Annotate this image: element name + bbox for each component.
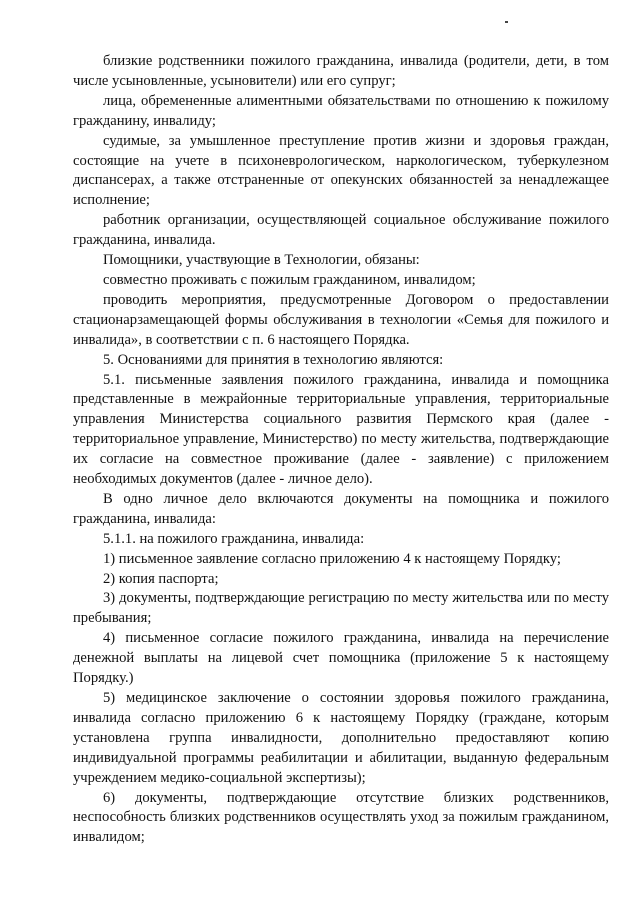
- paragraph-activities: проводить мероприятия, предусмотренные Договором о предоставлении стационарзамещающей формы обслуживания в технологии «Семья для пожилого и инвалида», в соответствии с п. 6 настоящего Порядка.: [73, 291, 609, 348]
- scan-speck: [505, 21, 508, 23]
- paragraph-personal-file: В одно личное дело включаются документы на помощника и пожилого гражданина, инвалида:: [73, 490, 609, 527]
- document-page: [73, 52, 609, 848]
- paragraph-social-worker: работник организации, осуществляющей социальное обслуживание пожилого гражданина, инвалида.: [73, 212, 609, 249]
- list-item-1: 1) письменное заявление согласно приложению 4 к настоящему Порядку;: [103, 550, 561, 567]
- list-item-2: 2) копия паспорта;: [103, 570, 219, 587]
- paragraph-alimony: лица, обремененные алиментными обязательствами по отношению к пожилому гражданину, инвалиду;: [73, 92, 609, 129]
- paragraph-section-5: 5. Основаниями для принятия в технологию являются:: [103, 351, 444, 368]
- paragraph-close-relatives: близкие родственники пожилого гражданина, инвалида (родители, дети, в том числе усыновленные, усыновители) или его супруг;: [73, 53, 609, 89]
- paragraph-helpers-obliged: Помощники, участвующие в Технологии, обязаны:: [103, 252, 420, 269]
- list-item-5: 5) медицинское заключение о состоянии здоровья пожилого гражданина, инвалида согласно приложению 6 к настоящему Порядку (граждане, которым установлена группа инвалидности, дополнительно предоставляют копию индивидуальной программы реабилитации и абилитации, выданную федеральным учреждением медико-социальной экспертизы);: [73, 690, 609, 786]
- list-item-3: 3) документы, подтверждающие регистрацию по месту жительства или по месту пребывания;: [73, 590, 609, 627]
- paragraph-5-1-1: 5.1.1. на пожилого гражданина, инвалида:: [103, 530, 365, 547]
- paragraph-live-together: совместно проживать с пожилым гражданином, инвалидом;: [103, 271, 476, 288]
- paragraph-convicted: судимые, за умышленное преступление против жизни и здоровья граждан, состоящие на учете в психоневрологическом, наркологическом, туберкулезном диспансерах, а также отстраненные от опекунских обязанностей за ненадлежащее исполнение;: [73, 132, 609, 209]
- paragraph-5-1: 5.1. письменные заявления пожилого гражданина, инвалида и помощника представленные в межрайонные территориальные управления, территориальные управления Министерства социального развития Пермского края (далее - территориальное управление, Министерство) по месту жительства, подтверждающие их согласие на совместное проживание (далее - заявление) с приложением необходимых документов (далее - личное дело).: [73, 371, 609, 488]
- list-item-4: 4) письменное согласие пожилого гражданина, инвалида на перечисление денежной выплаты на лицевой счет помощника (приложение 5 к настоящему Порядку.): [73, 630, 609, 687]
- list-item-6: 6) документы, подтверждающие отсутствие близких родственников, неспособность близких родственников осуществлять уход за пожилым гражданином, инвалидом;: [73, 789, 609, 846]
